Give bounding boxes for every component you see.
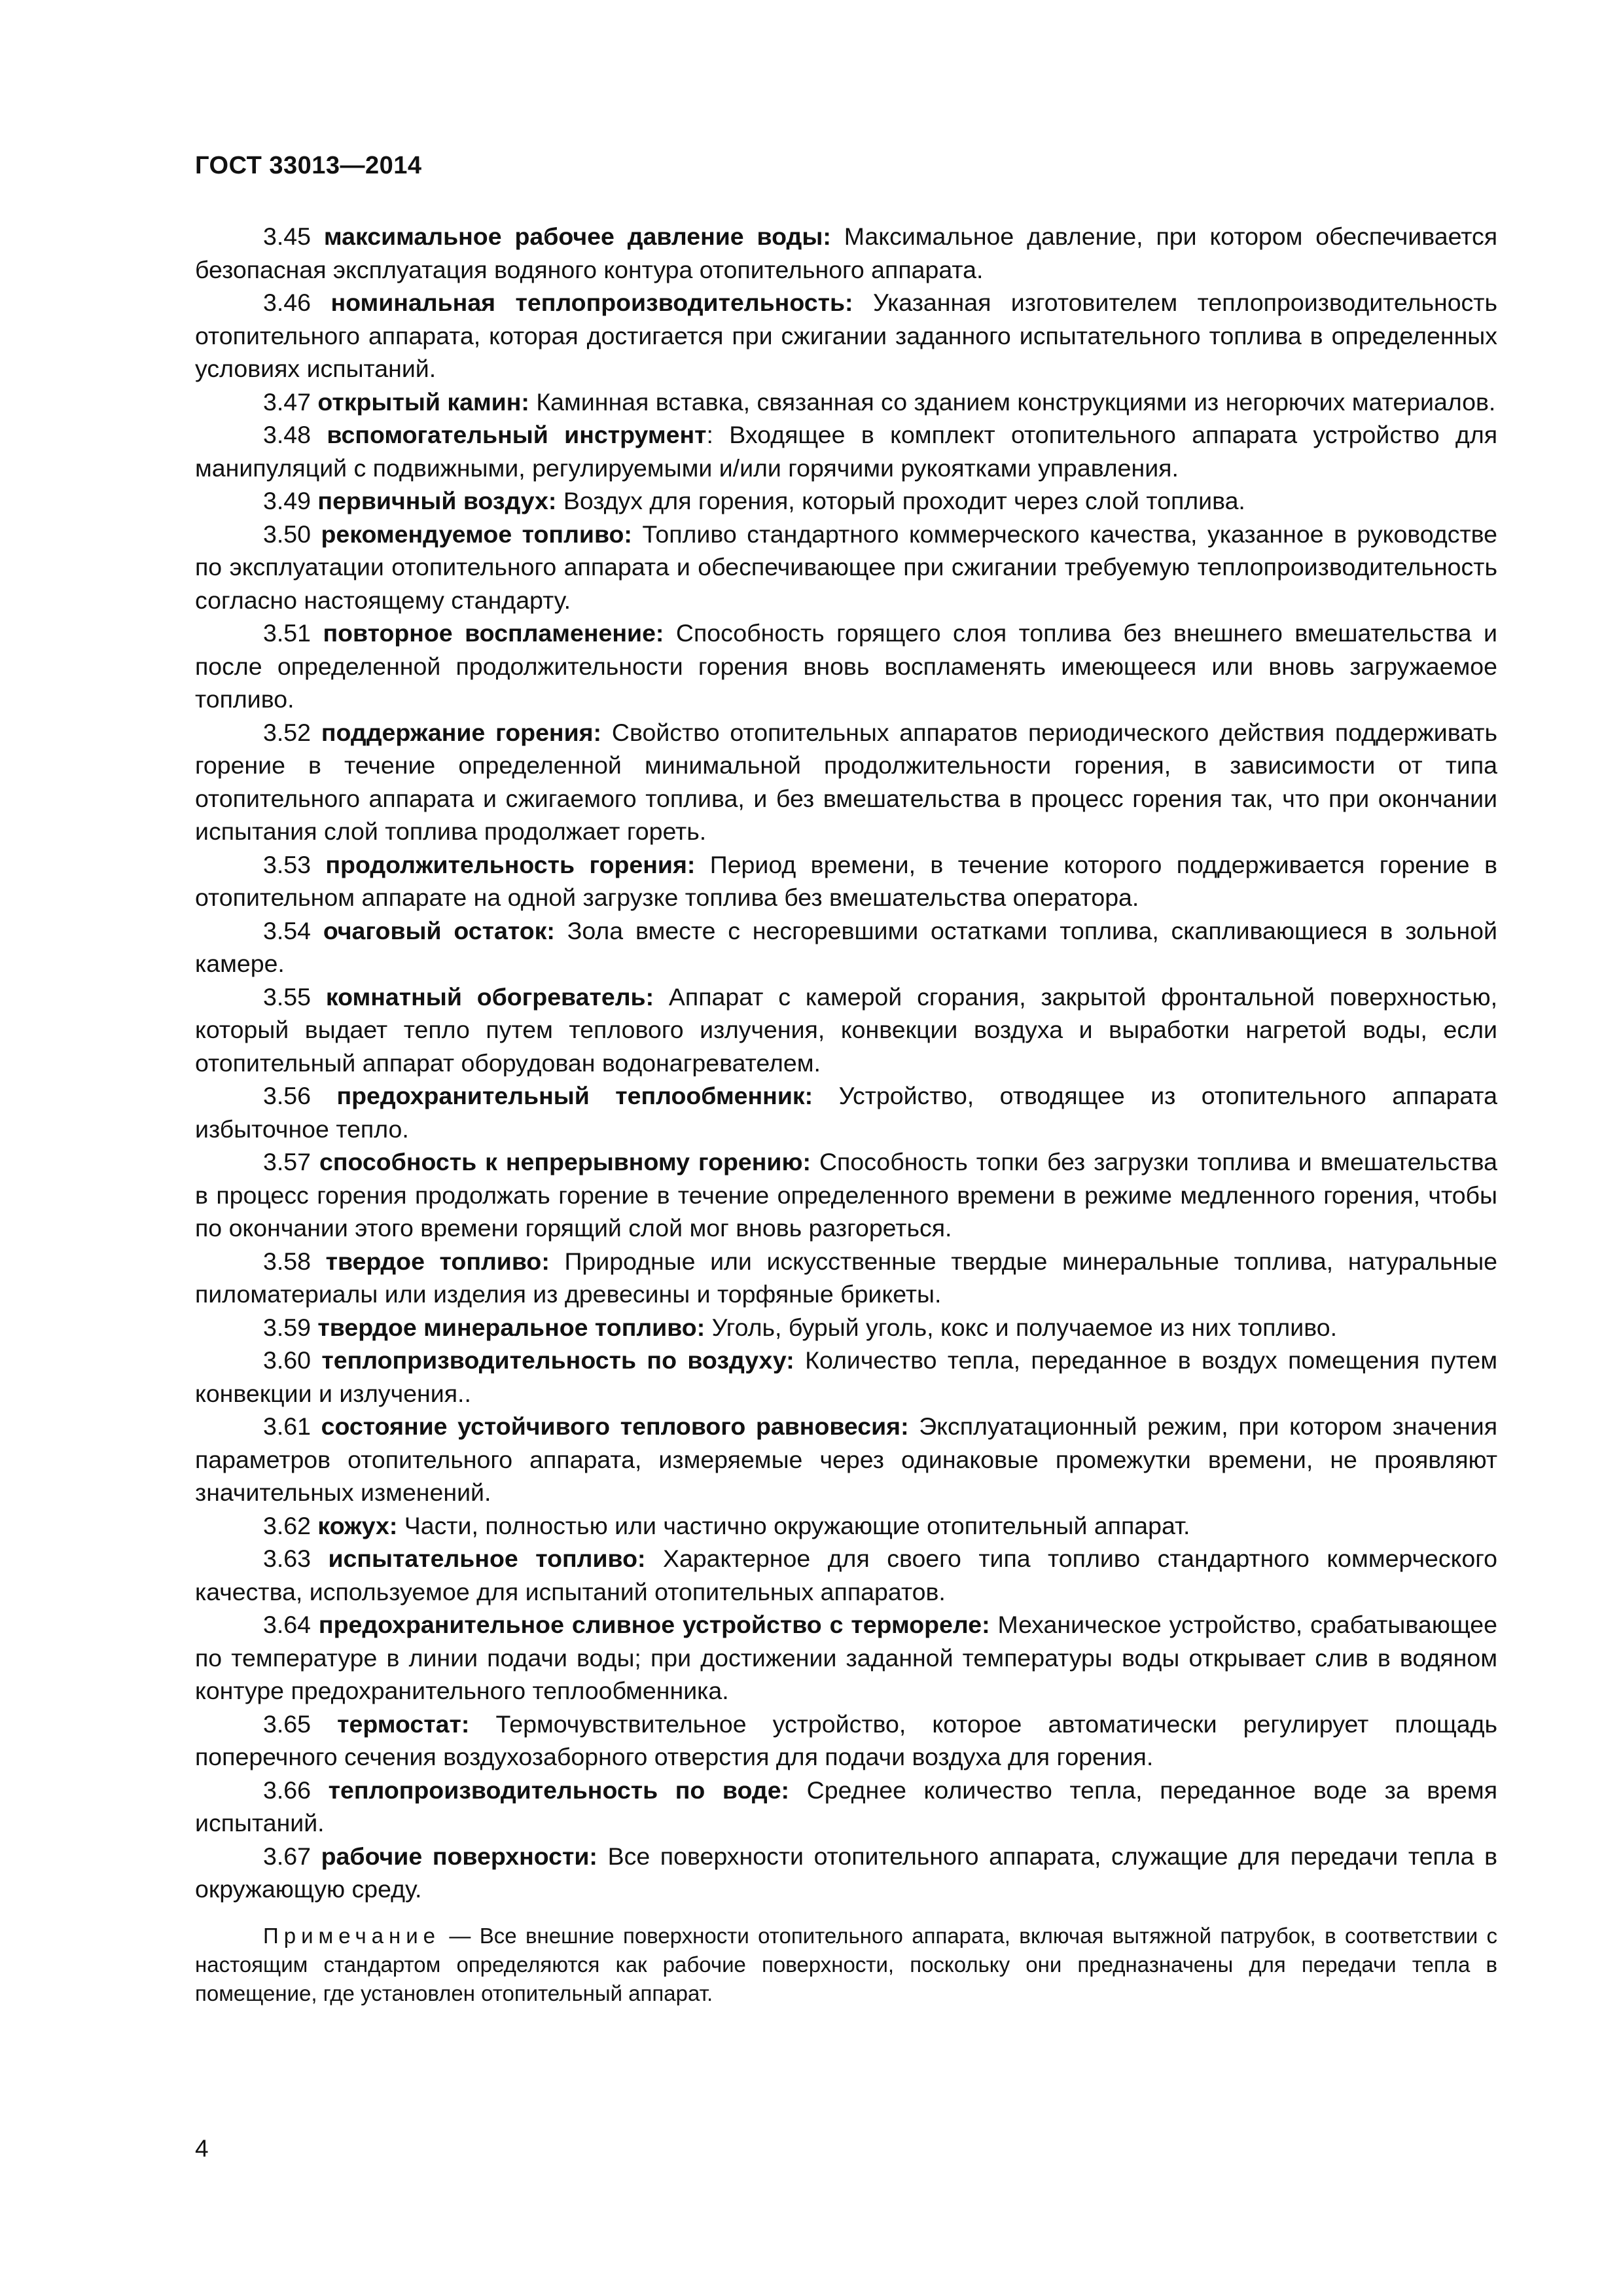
note-label: Примечание [263, 1923, 441, 1948]
term-number: 3.58 [263, 1247, 311, 1275]
term-entry [195, 1079, 1497, 1145]
term-definition: Устройство, отводящее из отопительного аппарата избыточное тепло. [195, 1082, 1498, 1143]
term-name: открытый камин: [317, 387, 529, 416]
term-number: 3.53 [263, 850, 311, 878]
term-name: кожух: [317, 1511, 398, 1539]
term-name: комнатный обогреватель: [325, 982, 654, 1011]
term-entry [195, 1344, 1497, 1410]
term-name: предохранительное сливное устройство с термореле: [318, 1611, 990, 1638]
term-entry [195, 1145, 1497, 1245]
term-number: 3.50 [263, 520, 311, 548]
term-entry [195, 386, 1497, 419]
term-name: рекомендуемое топливо: [321, 520, 632, 548]
note-paragraph [195, 1922, 1497, 2008]
term-number: 3.46 [263, 289, 311, 316]
term-definition: : Входящее в комплект отопительного аппарата устройство для манипуляций с подвижными, регулируемыми и/или горячими рукоятками управления. [195, 421, 1498, 482]
term-number: 3.49 [263, 487, 311, 514]
term-definition: Воздух для горения, который проходит через слой топлива. [563, 487, 1245, 514]
term-definition: Количество тепла, переданное в воздух помещения путем конвекции и излучения.. [195, 1346, 1498, 1407]
term-number: 3.54 [263, 916, 311, 944]
term-number: 3.64 [263, 1611, 311, 1638]
term-entry [195, 518, 1497, 617]
term-entry [195, 716, 1497, 848]
term-entry [195, 1245, 1497, 1311]
term-name: теплопроизводительность по воде: [328, 1776, 790, 1804]
term-name: вспомогательный инструмент [327, 421, 707, 448]
term-definition: Свойство отопительных аппаратов периодического действия поддерживать горение в течение определенной минимальной продолжительности горения, в зависимости от типа отопительного аппарата и сжигаемого топлива, и без вмешательства в процесс горения так, что при окончании испытания слой топлива продолжает гореть. [195, 718, 1497, 845]
term-entry [195, 1509, 1497, 1543]
term-number: 3.52 [263, 718, 311, 746]
term-name: повторное воспламенение: [323, 619, 664, 647]
term-number: 3.62 [263, 1511, 311, 1539]
term-entry [195, 1774, 1497, 1840]
term-definition: Все поверхности отопительного аппарата, служащие для передачи тепла в окружающую среду. [195, 1842, 1498, 1903]
term-name: способность к непрерывному горению: [319, 1148, 811, 1175]
term-number: 3.66 [263, 1776, 311, 1804]
term-definition: Зола вместе с несгоревшими остатками топлива, скапливающиеся в зольной камере. [195, 916, 1497, 977]
term-name: максимальное рабочее давление воды: [323, 223, 831, 250]
term-number: 3.65 [263, 1710, 311, 1738]
term-number: 3.51 [263, 619, 311, 647]
term-entry [195, 914, 1497, 980]
term-definition: Эксплуатационный режим, при котором значения параметров отопительного аппарата, измеряемые через одинаковые промежутки времени, не проявляют значительных изменений. [195, 1412, 1497, 1506]
term-definition: Способность горящего слоя топлива без внешнего вмешательства и после определенной продолжительности горения вновь воспламенять имеющееся или вновь загружаемое топливо. [195, 619, 1497, 713]
term-name: номинальная теплопроизводительность: [330, 289, 853, 316]
term-definition: Характерное для своего типа топливо стандартного коммерческого качества, используемое для испытаний отопительных аппаратов. [195, 1545, 1498, 1605]
term-name: твердое минеральное топливо: [317, 1313, 705, 1341]
terms-section [195, 220, 1497, 2008]
term-entry [195, 1840, 1497, 1906]
term-definition: Указанная изготовителем теплопроизводительность отопительного аппарата, которая достигается при сжигании заданного испытательного топлива в определенных условиях испытаний. [195, 289, 1498, 382]
term-name: твердое топливо: [325, 1247, 550, 1275]
term-entry [195, 1311, 1497, 1344]
term-entry [195, 418, 1497, 484]
term-entry [195, 484, 1497, 518]
term-definition: Максимальное давление, при котором обеспечивается безопасная эксплуатация водяного контура отопительного аппарата. [195, 223, 1498, 283]
term-entry [195, 1708, 1497, 1774]
note-text: — Все внешние поверхности отопительного аппарата, включая вытяжной патрубок, в соответствии с настоящим стандартом определяются как рабочие поверхности, поскольку они предназначены для передачи тепла в помещение, где установлен отопительный аппарат. [195, 1923, 1497, 2005]
page-number: 4 [195, 2135, 209, 2162]
term-number: 3.60 [263, 1346, 311, 1374]
document-id: ГОСТ 33013—2014 [195, 152, 422, 179]
term-name: испытательное топливо: [328, 1545, 646, 1572]
document-header [195, 152, 422, 180]
term-number: 3.59 [263, 1313, 311, 1341]
term-number: 3.47 [263, 387, 311, 416]
term-entry [195, 980, 1497, 1080]
term-name: предохранительный теплообменник: [336, 1082, 813, 1109]
term-name: первичный воздух: [317, 487, 557, 514]
term-name: очаговый остаток: [323, 916, 555, 944]
term-definition: Период времени, в течение которого поддерживается горение в отопительном аппарате на одной загрузке топлива без вмешательства оператора. [195, 850, 1497, 911]
term-entry [195, 848, 1497, 914]
term-number: 3.45 [263, 223, 311, 250]
term-entry [195, 220, 1497, 286]
term-entry [195, 1542, 1497, 1608]
term-number: 3.61 [263, 1412, 311, 1440]
term-definition: Аппарат с камерой сгорания, закрытой фронтальной поверхностью, который выдает тепло путем теплового излучения, конвекции воздуха и выработки нагретой воды, если отопительный аппарат оборудован водонагревателем. [195, 982, 1498, 1077]
term-definition: Уголь, бурый уголь, кокс и получаемое из них топливо. [711, 1313, 1338, 1341]
term-definition: Среднее количество тепла, переданное воде за время испытаний. [195, 1776, 1497, 1837]
term-definition: Части, полностью или частично окружающие отопительный аппарат. [404, 1511, 1190, 1539]
term-name: рабочие поверхности: [321, 1842, 597, 1870]
term-definition: Термочувствительное устройство, которое автоматически регулирует площадь поперечного сечения воздухозаборного отверстия для подачи воздуха для горения. [195, 1710, 1498, 1770]
term-definition: Топливо стандартного коммерческого качества, указанное в руководстве по эксплуатации отопительного аппарата и обеспечивающее при сжигании требуемую теплопроизводительность согласно настоящему стандарту. [195, 520, 1497, 614]
term-number: 3.57 [263, 1148, 311, 1175]
term-number: 3.48 [263, 421, 311, 448]
term-number: 3.55 [263, 982, 311, 1011]
term-entry [195, 617, 1497, 716]
term-number: 3.67 [263, 1842, 311, 1870]
term-number: 3.63 [263, 1545, 311, 1572]
term-definition: Способность топки без загрузки топлива и вмешательства в процесс горения продолжать горение в течение определенного времени в режиме медленного горения, чтобы по окончании этого времени горящий слой мог вновь разгореться. [195, 1148, 1498, 1242]
term-entry [195, 1608, 1497, 1708]
term-definition: Каминная вставка, связанная со зданием конструкциями из негорючих материалов. [536, 387, 1496, 416]
term-name: поддержание горения: [321, 718, 602, 746]
term-name: состояние устойчивого теплового равновесия: [321, 1412, 909, 1440]
term-definition: Природные или искусственные твердые минеральные топлива, натуральные пиломатериалы или изделия из древесины и торфяные брикеты. [195, 1247, 1498, 1308]
term-name: продолжительность горения: [325, 850, 696, 878]
term-definition: Механическое устройство, срабатывающее по температуре в линии подачи воды; при достижении заданной температуры воды открывает слив в водяном контуре предохранительного теплообменника. [195, 1611, 1498, 1704]
term-name: теплопризводительность по воздуху: [321, 1346, 794, 1374]
term-entry [195, 1410, 1497, 1509]
term-number: 3.56 [263, 1082, 311, 1109]
term-name: термостат: [337, 1710, 470, 1738]
term-entry [195, 286, 1497, 386]
